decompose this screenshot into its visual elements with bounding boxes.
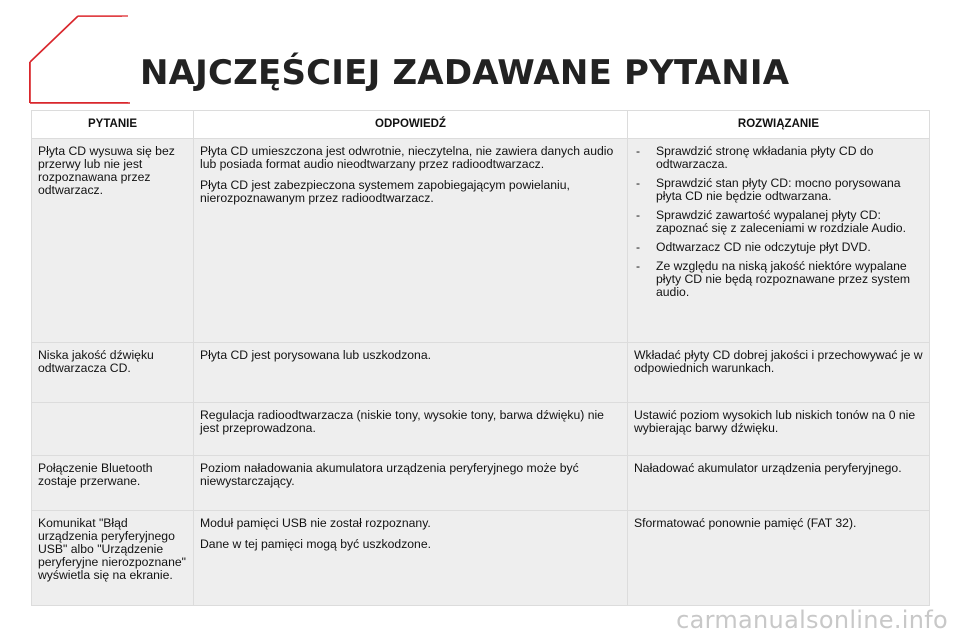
question-cell xyxy=(32,456,194,511)
solution-item xyxy=(634,145,923,171)
solution-cell xyxy=(628,456,930,511)
answer-cell xyxy=(194,456,628,511)
answer-text: Płyta CD jest porysowana lub uszkodzona. xyxy=(200,348,432,362)
question-cell xyxy=(32,139,194,343)
solution-item xyxy=(634,260,923,299)
dash-bullet-icon: - xyxy=(636,259,641,273)
answer-text: Dane w tej pamięci mogą być uszkodzone. xyxy=(200,537,432,551)
question-cell xyxy=(32,343,194,403)
solution-item xyxy=(634,209,923,235)
question-text: Niska jakość dźwięku odtwarzacza CD. xyxy=(38,348,154,375)
dash-bullet-icon: - xyxy=(636,240,641,254)
solution-list xyxy=(634,145,923,299)
solution-text: Sprawdzić stronę wkładania płyty CD do odtwarzacza. xyxy=(656,144,874,171)
column-header-question: PYTANIE xyxy=(32,111,194,139)
answer-text: Regulacja radioodtwarzacza (niskie tony, wysokie tony, barwa dźwięku) nie jest przeprowadzona. xyxy=(200,408,604,435)
answer-cell xyxy=(194,403,628,456)
red-corner-tab-icon xyxy=(0,0,130,105)
answer-cell xyxy=(194,511,628,606)
table-row xyxy=(32,139,930,343)
dash-bullet-icon: - xyxy=(636,144,641,158)
solution-text: Sprawdzić zawartość wypalanej płyty CD: zapoznać się z zaleceniami w rozdziale Audio. xyxy=(656,208,906,235)
solution-cell xyxy=(628,403,930,456)
answer-cell xyxy=(194,139,628,343)
question-cell xyxy=(32,511,194,606)
answer-text: Płyta CD umieszczona jest odwrotnie, nieczytelna, nie zawiera danych audio lub posiada format audio nieodtwarzany przez radioodtwarzacz. xyxy=(200,144,614,171)
dash-bullet-icon: - xyxy=(636,176,641,190)
table-row xyxy=(32,511,930,606)
watermark: carmanualsonline.info xyxy=(676,606,948,634)
answer-cell xyxy=(194,343,628,403)
solution-text: Wkładać płyty CD dobrej jakości i przechowywać je w odpowiednich warunkach. xyxy=(634,348,923,375)
question-cell xyxy=(32,403,194,456)
solution-text: Sprawdzić stan płyty CD: mocno porysowana płyta CD nie będzie odtwarzana. xyxy=(656,176,901,203)
answer-text: Poziom naładowania akumulatora urządzenia peryferyjnego może być niewystarczający. xyxy=(200,461,579,488)
solution-text: Odtwarzacz CD nie odczytuje płyt DVD. xyxy=(656,240,871,254)
solution-item xyxy=(634,177,923,203)
solution-cell xyxy=(628,511,930,606)
table-row xyxy=(32,456,930,511)
solution-cell xyxy=(628,139,930,343)
table-row xyxy=(32,403,930,456)
table-header-row xyxy=(32,111,930,139)
answer-text: Płyta CD jest zabezpieczona systemem zapobiegającym powielaniu, nierozpoznawanym przez radioodtwarzacz. xyxy=(200,178,570,205)
faq-table xyxy=(31,110,930,606)
solution-item xyxy=(634,241,923,254)
solution-text: Naładować akumulator urządzenia peryferyjnego. xyxy=(634,461,902,475)
table-row xyxy=(32,343,930,403)
question-text: Połączenie Bluetooth zostaje przerwane. xyxy=(38,461,153,488)
question-text: Komunikat "Błąd urządzenia peryferyjnego USB" albo "Urządzenie peryferyjne nierozpoznane" wyświetla się na ekranie. xyxy=(38,516,186,582)
question-text: Płyta CD wysuwa się bez przerwy lub nie jest rozpoznawana przez odtwarzacz. xyxy=(38,144,175,197)
dash-bullet-icon: - xyxy=(636,208,641,222)
solution-text: Sformatować ponownie pamięć (FAT 32). xyxy=(634,516,857,530)
column-header-solution: ROZWIĄZANIE xyxy=(628,111,930,139)
column-header-answer: ODPOWIEDŹ xyxy=(194,111,628,139)
solution-text: Ustawić poziom wysokich lub niskich tonów na 0 nie wybierając barwy dźwięku. xyxy=(634,408,916,435)
answer-text: Moduł pamięci USB nie został rozpoznany. xyxy=(200,516,431,530)
solution-cell xyxy=(628,343,930,403)
page-title: NAJCZĘŚCIEJ ZADAWANE PYTANIA xyxy=(140,53,790,93)
solution-text: Ze względu na niską jakość niektóre wypalane płyty CD nie będą rozpoznawane przez system audio. xyxy=(656,259,911,299)
